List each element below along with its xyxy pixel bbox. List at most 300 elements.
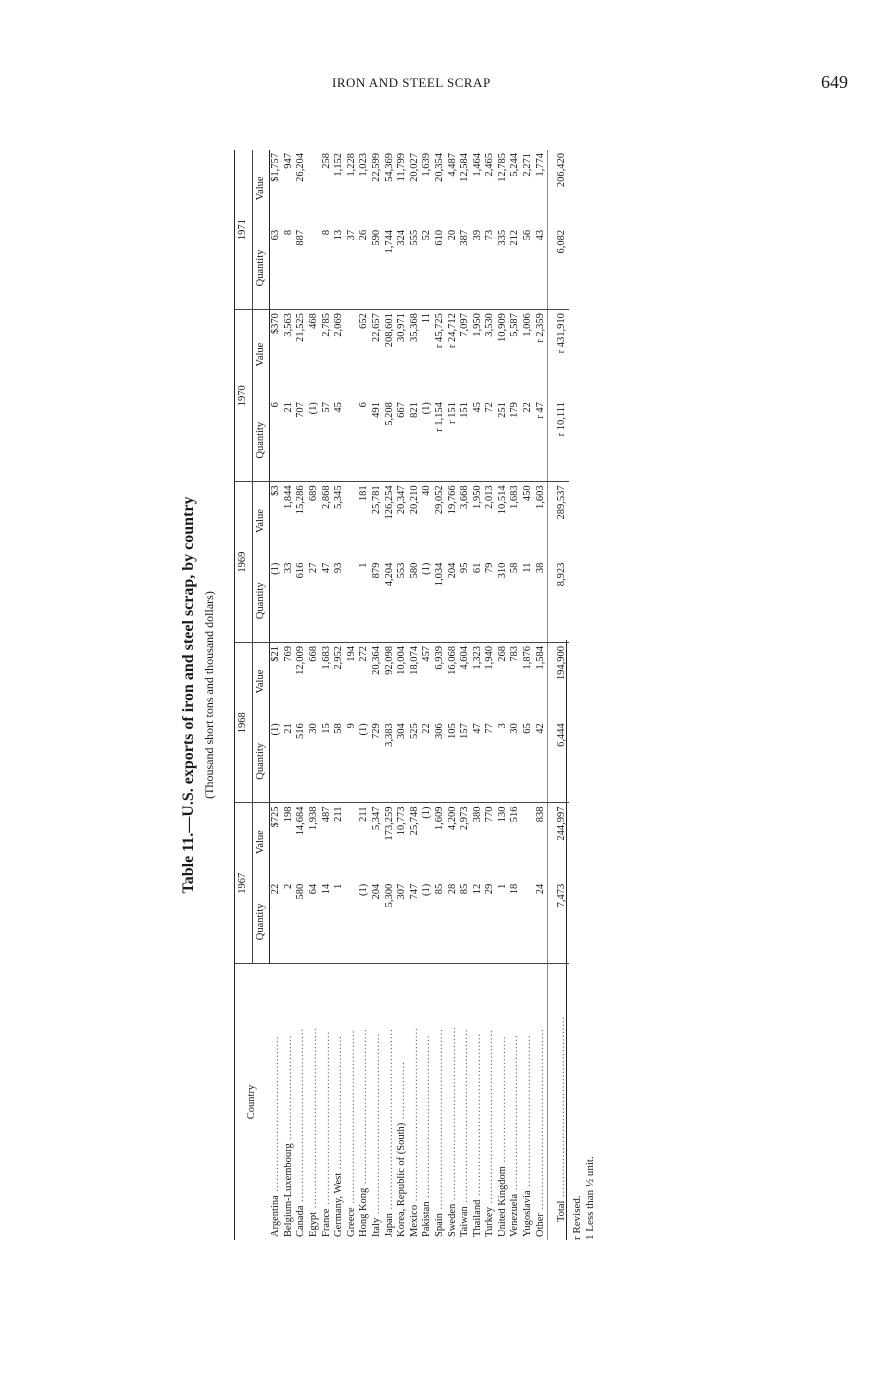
table-row (459, 150, 472, 1240)
value-cell: $725 (270, 806, 282, 828)
value-cell: 22,599 (370, 153, 382, 182)
country-name (472, 964, 485, 1241)
quantity-cell: 387 (459, 227, 472, 310)
value-cell: 4,604 (459, 645, 471, 670)
table-row (346, 150, 359, 1240)
footnote: r Revised. (571, 1195, 583, 1240)
country-label: Egypt (307, 1211, 319, 1237)
value-cell: 40 (421, 485, 433, 496)
country-name (283, 964, 296, 1241)
value-cell: 652 (358, 313, 370, 329)
quantity-cell: 33 (283, 560, 296, 643)
country-name (384, 964, 397, 1241)
table-title: Table 11.—U.S. exports of iron and steel scrap, by country (180, 496, 197, 894)
value-cell: 457 (421, 645, 433, 662)
quantity-cell: (1) (421, 881, 434, 964)
value-cell: 29,052 (433, 485, 445, 515)
table-body (270, 150, 569, 1240)
value-cell: 25,781 (370, 485, 382, 515)
value-cell (346, 803, 359, 881)
quantity-cell: 11 (522, 560, 535, 643)
leader-dots: ............................. (282, 1034, 294, 1144)
quantity-cell: 26 (358, 227, 371, 310)
country-label: Mexico (408, 1204, 420, 1237)
leader-dots: ................................................ (320, 1030, 332, 1209)
value-cell: 268 (496, 645, 508, 662)
quantity-cell: 157 (459, 720, 472, 803)
year-header: 1968 (235, 642, 253, 803)
quantity-cell: 12 (472, 881, 485, 964)
quantity-cell: 30 (308, 720, 321, 803)
quantity-cell: 821 (409, 399, 422, 482)
country-name (509, 964, 522, 1241)
quantity-cell: 491 (371, 399, 384, 482)
value-cell: 3,668 (459, 485, 471, 510)
value-cell: 54,369 (383, 153, 395, 182)
value-cell: 173,259 (383, 806, 395, 841)
value-header: Value (252, 150, 270, 227)
value-header: Value (252, 310, 270, 399)
country-name (295, 964, 308, 1241)
quantity-cell: 47 (321, 560, 334, 643)
quantity-cell: 204 (371, 881, 384, 964)
value-cell: 783 (509, 645, 521, 662)
value-cell: 5,587 (509, 313, 521, 337)
quantity-cell (346, 560, 359, 643)
value-cell: 272 (358, 645, 370, 662)
quantity-cell: 2 (283, 881, 296, 964)
country-label: Argentina (269, 1195, 281, 1237)
value-cell: 769 (282, 645, 294, 662)
quantity-cell: 525 (409, 720, 422, 803)
leader-dots: ..................................... (333, 1035, 345, 1173)
footnotes (566, 640, 597, 1240)
value-cell: 1,844 (282, 485, 294, 510)
table-row (270, 150, 283, 1240)
quantity-header: Quantity (252, 227, 270, 310)
country-name (396, 964, 409, 1241)
value-cell (346, 310, 359, 399)
value-cell: 10,514 (496, 485, 508, 515)
country-name (434, 964, 447, 1241)
value-cell: 1,023 (358, 153, 370, 177)
value-cell: (1) (421, 806, 433, 819)
quantity-cell: 580 (409, 560, 422, 643)
quantity-cell: 61 (472, 560, 485, 643)
quantity-cell: 310 (497, 560, 510, 643)
quantity-cell: 3,383 (384, 720, 397, 803)
quantity-cell: 616 (295, 560, 308, 643)
quantity-cell: 24 (535, 881, 548, 964)
quantity-cell: 52 (421, 227, 434, 310)
table-row (434, 150, 447, 1240)
value-cell: 258 (320, 153, 332, 169)
value-cell (522, 803, 535, 881)
value-cell: 10,004 (396, 645, 408, 675)
quantity-cell: 1 (497, 881, 510, 964)
quantity-cell: 73 (484, 227, 497, 310)
country-name (497, 964, 510, 1241)
value-cell: 1,940 (484, 645, 496, 670)
country-name (270, 964, 283, 1241)
value-cell: 5,345 (333, 485, 345, 510)
value-header: Value (252, 803, 270, 881)
quantity-cell: 324 (396, 227, 409, 310)
table-row (447, 150, 460, 1240)
leader-dots: ........................................... (269, 1035, 281, 1196)
value-cell: 14,684 (295, 806, 307, 836)
country-label: Canada (295, 1205, 307, 1237)
quantity-cell: 22 (270, 881, 283, 964)
value-cell: 3,563 (282, 313, 294, 337)
quantity-cell: 47 (472, 720, 485, 803)
value-cell: 11 (421, 313, 433, 324)
country-name (522, 964, 535, 1241)
quantity-cell: 30 (509, 720, 522, 803)
quantity-cell: 15 (321, 720, 334, 803)
quantity-cell: 27 (308, 560, 321, 643)
leader-dots: ................................................ (345, 1029, 357, 1208)
page-number: 649 (821, 72, 848, 92)
country-label: Germany, West (333, 1172, 345, 1237)
quantity-cell: 610 (434, 227, 447, 310)
value-cell: 198 (282, 806, 294, 823)
value-cell: 1,584 (534, 645, 546, 670)
country-label: Korea, Republic of (South) (396, 1122, 408, 1237)
leader-dots: ........................................... (358, 1028, 370, 1188)
value-cell: 487 (320, 806, 332, 823)
value-cell: 2,069 (333, 313, 345, 337)
quantity-cell: 20 (447, 227, 460, 310)
table-row (333, 150, 346, 1240)
value-cell: 1,938 (307, 806, 319, 831)
quantity-cell: 42 (535, 720, 548, 803)
country-name (333, 964, 346, 1241)
quantity-cell: 179 (509, 399, 522, 482)
country-name (459, 964, 472, 1241)
table-row (321, 150, 334, 1240)
quantity-header: Quantity (252, 399, 270, 482)
country-name (321, 964, 334, 1241)
quantity-cell: 580 (295, 881, 308, 964)
quantity-cell (346, 881, 359, 964)
value-cell: 3,530 (484, 313, 496, 337)
value-cell: 2,785 (320, 313, 332, 337)
value-cell: 1,950 (471, 485, 483, 510)
quantity-cell: 21 (283, 720, 296, 803)
quantity-cell: 3 (497, 720, 510, 803)
quantity-cell: 6 (270, 399, 283, 482)
value-cell: 92,098 (383, 645, 395, 675)
value-cell: 2,868 (320, 485, 332, 510)
country-label: Sweden (446, 1203, 458, 1237)
quantity-cell: 307 (396, 881, 409, 964)
value-cell: 206,420 (548, 150, 569, 227)
leader-dots: ........................................... (509, 1034, 521, 1194)
country-label: Other (534, 1213, 546, 1237)
value-cell: 11,799 (396, 153, 408, 182)
leader-dots: ............................................. (471, 1032, 483, 1200)
value-cell (308, 150, 321, 227)
value-cell: 26,204 (295, 153, 307, 182)
table-row (358, 150, 371, 1240)
country-label: Greece (345, 1207, 357, 1237)
value-cell: 244,997 (548, 803, 569, 881)
quantity-cell (522, 881, 535, 964)
quantity-header: Quantity (252, 560, 270, 643)
leader-dots: ................................................ (295, 1027, 307, 1206)
quantity-cell: 58 (509, 560, 522, 643)
quantity-cell: r 1,154 (434, 399, 447, 482)
table-row (535, 150, 548, 1240)
leader-dots: .................................................. (534, 1028, 546, 1214)
country-label: Taiwan (459, 1206, 471, 1237)
value-header: Value (252, 642, 270, 720)
value-cell: 18,074 (408, 645, 420, 675)
country-label: Japan (383, 1213, 395, 1237)
value-cell: 4,200 (446, 806, 458, 831)
country-name (409, 964, 422, 1241)
quantity-cell: (1) (421, 399, 434, 482)
value-cell: 4,487 (446, 153, 458, 177)
quantity-cell: 1 (333, 881, 346, 964)
table-row (421, 150, 434, 1240)
exports-table (234, 150, 569, 1240)
value-cell: r 2,359 (534, 313, 546, 343)
quantity-cell: (1) (358, 881, 371, 964)
quantity-cell: 212 (509, 227, 522, 310)
country-name (421, 964, 434, 1241)
value-cell: 1,609 (433, 806, 445, 831)
quantity-header: Quantity (252, 720, 270, 803)
table-row (283, 150, 296, 1240)
quantity-cell: 9 (346, 720, 359, 803)
quantity-cell: (1) (421, 560, 434, 643)
quantity-cell: 21 (283, 399, 296, 482)
value-cell: 21,525 (295, 313, 307, 343)
table-row (295, 150, 308, 1240)
quantity-cell: 8,923 (548, 560, 569, 643)
quantity-cell: 1,034 (434, 560, 447, 643)
quantity-cell: (1) (358, 720, 371, 803)
value-cell: 1,876 (522, 645, 534, 670)
quantity-cell: 555 (409, 227, 422, 310)
quantity-cell: 151 (459, 399, 472, 482)
value-cell: 16,068 (446, 645, 458, 675)
table-row (509, 150, 522, 1240)
quantity-cell: 729 (371, 720, 384, 803)
value-cell: 181 (358, 485, 370, 502)
quantity-cell: 64 (308, 881, 321, 964)
footnote: 1 Less than ½ unit. (584, 1156, 596, 1240)
value-cell: 19,766 (446, 485, 458, 515)
year-header: 1967 (235, 803, 253, 964)
quantity-cell: 6,444 (548, 720, 569, 803)
table-row (384, 150, 397, 1240)
value-cell: r 24,712 (446, 313, 458, 349)
value-cell: 20,210 (408, 485, 420, 515)
quantity-cell: 57 (321, 399, 334, 482)
quantity-cell: 590 (371, 227, 384, 310)
value-cell: 12,584 (459, 153, 471, 182)
country-label: Hong Kong (358, 1187, 370, 1237)
quantity-cell: r 47 (535, 399, 548, 482)
quantity-cell: 22 (421, 720, 434, 803)
quantity-cell: 306 (434, 720, 447, 803)
country-name (371, 964, 384, 1241)
quantity-cell: 93 (333, 560, 346, 643)
table-subtitle: (Thousand short tons and thousand dollars) (202, 591, 216, 799)
value-cell: 10,909 (496, 313, 508, 343)
value-cell: $1,757 (270, 153, 282, 182)
value-cell: 1,639 (421, 153, 433, 177)
quantity-cell: 5,300 (384, 881, 397, 964)
quantity-cell: 8 (283, 227, 296, 310)
value-cell: 450 (522, 485, 534, 502)
country-label: Yugoslavia (522, 1190, 534, 1237)
country-name (535, 964, 548, 1241)
country-label: Total (556, 1200, 568, 1222)
value-cell: 12,009 (295, 645, 307, 675)
quantity-cell: 95 (459, 560, 472, 643)
year-header-row (235, 150, 253, 1240)
quantity-cell: 6,082 (548, 227, 569, 310)
leader-dots: .................................................. (307, 1027, 319, 1212)
value-cell: $21 (270, 645, 282, 662)
leader-dots: .................................................. (556, 1015, 568, 1201)
value-cell: 10,773 (396, 806, 408, 836)
value-cell: 194,900 (548, 642, 569, 720)
value-cell: 468 (307, 313, 319, 329)
quantity-cell: 105 (447, 720, 460, 803)
quantity-cell: 5,208 (384, 399, 397, 482)
value-cell: 20,364 (370, 645, 382, 675)
quantity-cell: (1) (270, 720, 283, 803)
value-cell: 516 (509, 806, 521, 823)
running-head (300, 72, 860, 96)
country-name (308, 964, 321, 1241)
year-header: 1970 (235, 310, 253, 482)
quantity-cell: (1) (270, 560, 283, 643)
value-cell: 130 (496, 806, 508, 823)
year-header: 1969 (235, 482, 253, 643)
value-cell: 2,271 (522, 153, 534, 177)
leader-dots: ................ (396, 1061, 408, 1123)
value-cell: 1,323 (471, 645, 483, 670)
table-row (308, 150, 321, 1240)
quantity-cell: 1 (358, 560, 371, 643)
leader-dots: .................................................. (383, 1028, 395, 1214)
value-cell: 7,097 (459, 313, 471, 337)
country-name (484, 964, 497, 1241)
leader-dots: ............................................. (421, 1034, 433, 1202)
value-cell: 20,027 (408, 153, 420, 182)
value-cell: 35,368 (408, 313, 420, 343)
value-cell: 289,537 (548, 482, 569, 560)
value-cell: 211 (358, 806, 370, 822)
value-cell: 20,347 (396, 485, 408, 515)
quantity-cell: r 151 (447, 399, 460, 482)
quantity-cell: 8 (321, 227, 334, 310)
value-cell: $370 (270, 313, 282, 335)
value-cell: 22,657 (370, 313, 382, 343)
country-header: Country (235, 964, 270, 1241)
quantity-cell: 13 (333, 227, 346, 310)
quantity-cell: 747 (409, 881, 422, 964)
quantity-cell: 58 (333, 720, 346, 803)
leader-dots: ................................................ (484, 1029, 496, 1208)
year-header: 1971 (235, 150, 253, 310)
value-cell: 380 (471, 806, 483, 823)
value-cell: 838 (534, 806, 546, 823)
table-row (497, 150, 510, 1240)
quantity-cell: 38 (535, 560, 548, 643)
table-row (409, 150, 422, 1240)
leader-dots: .......................................... (522, 1034, 534, 1191)
quantity-cell: 887 (295, 227, 308, 310)
quantity-cell: 77 (484, 720, 497, 803)
table-row (371, 150, 384, 1240)
value-cell: 208,601 (383, 313, 395, 348)
country-label: Spain (433, 1213, 445, 1237)
quantity-cell: 7,473 (548, 881, 569, 964)
value-cell: 211 (333, 806, 345, 822)
quantity-cell: 707 (295, 399, 308, 482)
value-cell: 30,971 (396, 313, 408, 343)
value-cell: 770 (484, 806, 496, 823)
country-label: Pakistan (421, 1201, 433, 1237)
country-label: United Kingdom (496, 1166, 508, 1237)
table-row (484, 150, 497, 1240)
value-cell: $3 (270, 485, 282, 496)
quantity-cell: 37 (346, 227, 359, 310)
country-label: Belgium-Luxembourg (282, 1143, 294, 1237)
quantity-cell: 335 (497, 227, 510, 310)
value-cell: 689 (307, 485, 319, 502)
leader-dots: ................................................ (408, 1027, 420, 1205)
quantity-cell: 251 (497, 399, 510, 482)
country-label: France (320, 1208, 332, 1237)
value-cell: 1,683 (509, 485, 521, 510)
value-cell: 2,013 (484, 485, 496, 510)
value-cell: 1,603 (534, 485, 546, 510)
quantity-cell: 45 (333, 399, 346, 482)
country-label: Venezuela (509, 1193, 521, 1237)
running-title: IRON AND STEEL SCRAP (332, 75, 491, 90)
country-name (447, 964, 460, 1241)
quantity-cell: 6 (358, 399, 371, 482)
quantity-cell: 667 (396, 399, 409, 482)
leader-dots: ................................... (496, 1035, 508, 1167)
quantity-cell: 879 (371, 560, 384, 643)
country-label: Thailand (471, 1199, 483, 1237)
country-name (346, 964, 359, 1241)
value-cell: 1,464 (471, 153, 483, 177)
value-cell: 2,973 (459, 806, 471, 831)
country-label: Turkey (484, 1207, 496, 1237)
value-cell: 5,347 (370, 806, 382, 831)
leader-dots: .................................................. (370, 1032, 382, 1218)
rotated-table-block (180, 150, 610, 1240)
quantity-cell: 85 (434, 881, 447, 964)
table-row (522, 150, 535, 1240)
value-cell: 1,006 (522, 313, 534, 337)
quantity-cell: 204 (447, 560, 460, 643)
value-cell: 25,748 (408, 806, 420, 836)
country-name (358, 964, 371, 1241)
quantity-cell: r 10,111 (548, 399, 569, 482)
value-cell: 2,952 (333, 645, 345, 670)
